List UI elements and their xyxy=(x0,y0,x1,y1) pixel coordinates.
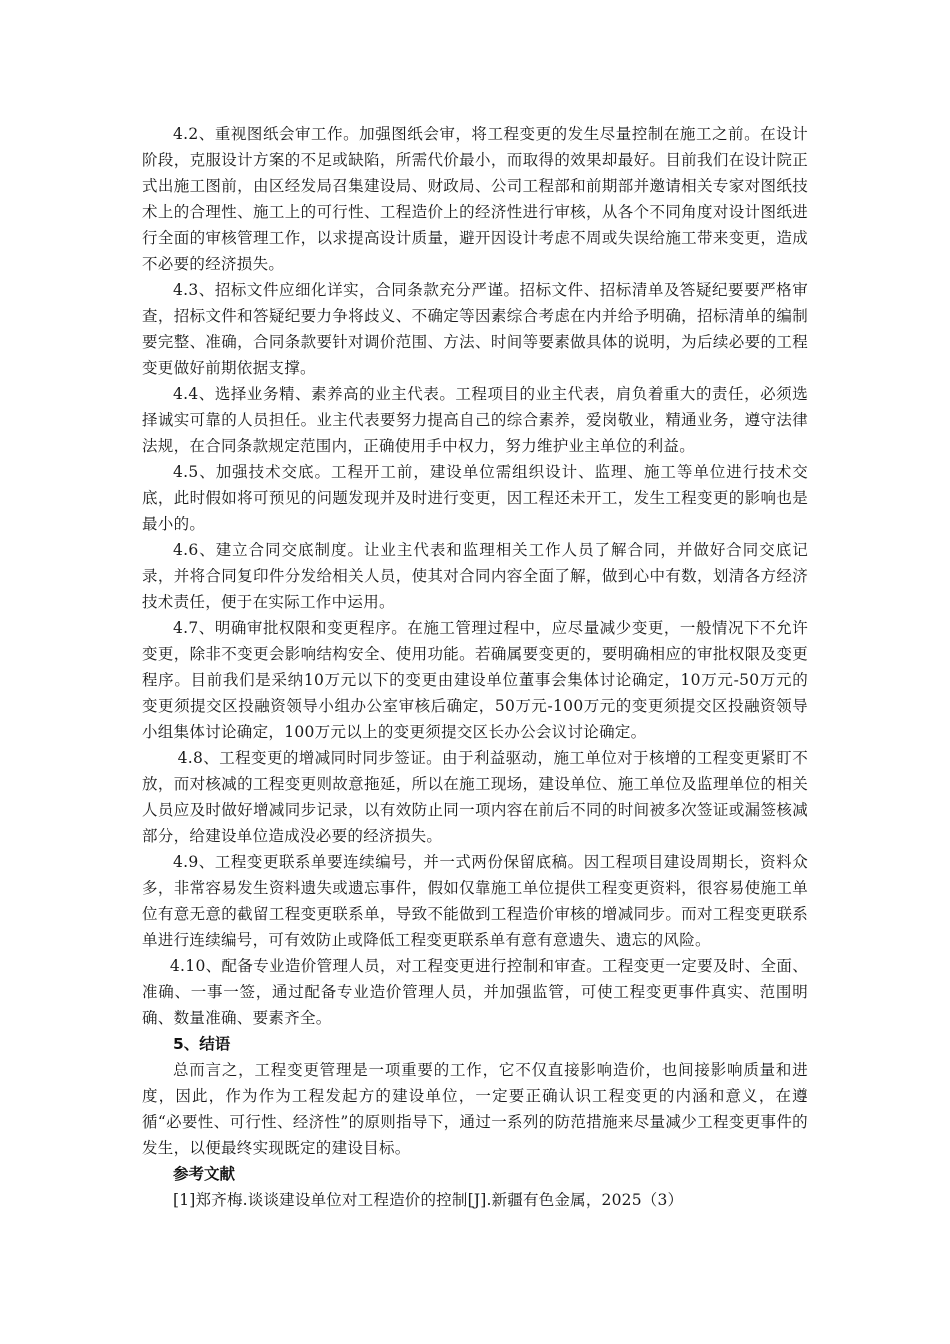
paragraph-4-7: 4.7、明确审批权限和变更程序。在施工管理过程中，应尽量减少变更，一般情况下不允许变更，除非不变更会影响结构安全、使用功能。若确属要变更的，要明确相应的审批权限及变更程序。目前我们是采纳10万元以下的变更由建设单位董事会集体讨论确定，10万元-50万元的变更须提交区投融资领导小组办公室审核后确定，50万元-100万元的变更须提交区投融资领导小组集体讨论确定，100万元以上的变更须提交区长办公会议讨论确定。 xyxy=(142,619,808,741)
paragraph-4-2: 4.2、重视图纸会审工作。加强图纸会审，将工程变更的发生尽量控制在施工之前。在设计阶段，克服设计方案的不足或缺陷，所需代价最小，而取得的效果却最好。目前我们在设计院正式出施工图前，由区经发局召集建设局、财政局、公司工程部和前期部并邀请相关专家对图纸技术上的合理性、施工上的可行性、工程造价上的经济性进行审核，从各个不同角度对设计图纸进行全面的审核管理工作，以求提高设计质量，避开因设计考虑不周或失误给施工带来变更，造成不必要的经济损失。 xyxy=(142,125,808,273)
paragraph-4-5: 4.5、加强技术交底。工程开工前，建设单位需组织设计、监理、施工等单位进行技术交底，此时假如将可预见的问题发现并及时进行变更，因工程还未开工，发生工程变更的影响也是最小的。 xyxy=(142,463,808,533)
paragraph-4-8: 4.8、工程变更的增减同时同步签证。由于利益驱动，施工单位对于核增的工程变更紧盯不放，而对核减的工程变更则故意拖延，所以在施工现场，建设单位、施工单位及监理单位的相关人员应及时做好增减同步记录，以有效防止同一项内容在前后不同的时间被多次签证或漏签核减部分，给建设单位造成没必要的经济损失。 xyxy=(142,749,808,845)
document-body xyxy=(142,121,808,1213)
references-heading: 参考文献 xyxy=(173,1165,236,1183)
paragraph-4-10: 4.10、配备专业造价管理人员，对工程变更进行控制和审查。工程变更一定要及时、全面、准确、一事一签，通过配备专业造价管理人员，并加强监管，可使工程变更事件真实、范围明确、数量准确、要素齐全。 xyxy=(142,957,808,1027)
paragraph-4-6: 4.6、建立合同交底制度。让业主代表和监理相关工作人员了解合同，并做好合同交底记录，并将合同复印件分发给相关人员，使其对合同内容全面了解，做到心中有数，划清各方经济技术责任，便于在实际工作中运用。 xyxy=(142,541,808,611)
paragraph-4-4: 4.4、选择业务精、素养高的业主代表。工程项目的业主代表，肩负着重大的责任，必须选择诚实可靠的人员担任。业主代表要努力提高自己的综合素养，爱岗敬业，精通业务，遵守法律法规，在合同条款规定范围内，正确使用手中权力，努力维护业主单位的利益。 xyxy=(142,385,808,455)
paragraph-conclusion: 总而言之，工程变更管理是一项重要的工作，它不仅直接影响造价，也间接影响质量和进度，因此，作为作为工程发起方的建设单位，一定要正确认识工程变更的内涵和意义，在遵循“必要性、可行性、经济性”的原则指导下，通过一系列的防范措施来尽量减少工程变更事件的发生，以便最终实现既定的建设目标。 xyxy=(142,1061,808,1157)
reference-item-1: [1]郑齐梅.谈谈建设单位对工程造价的控制[J].新疆有色金属，2025（3） xyxy=(173,1191,684,1209)
paragraph-4-3: 4.3、招标文件应细化详实，合同条款充分严谨。招标文件、招标清单及答疑纪要要严格审查，招标文件和答疑纪要力争将歧义、不确定等因素综合考虑在内并给予明确，招标清单的编制要完整、准确，合同条款要针对调价范围、方法、时间等要素做具体的说明，为后续必要的工程变更做好前期依据支撑。 xyxy=(142,281,808,377)
paragraph-4-9: 4.9、工程变更联系单要连续编号，并一式两份保留底稿。因工程项目建设周期长，资料众多，非常容易发生资料遗失或遗忘事件，假如仅靠施工单位提供工程变更资料，很容易使施工单位有意无意的截留工程变更联系单，导致不能做到工程造价审核的增减同步。而对工程变更联系单进行连续编号，可有效防止或降低工程变更联系单有意有意遗失、遗忘的风险。 xyxy=(142,853,808,949)
section-heading-conclusion: 5、结语 xyxy=(173,1035,231,1053)
